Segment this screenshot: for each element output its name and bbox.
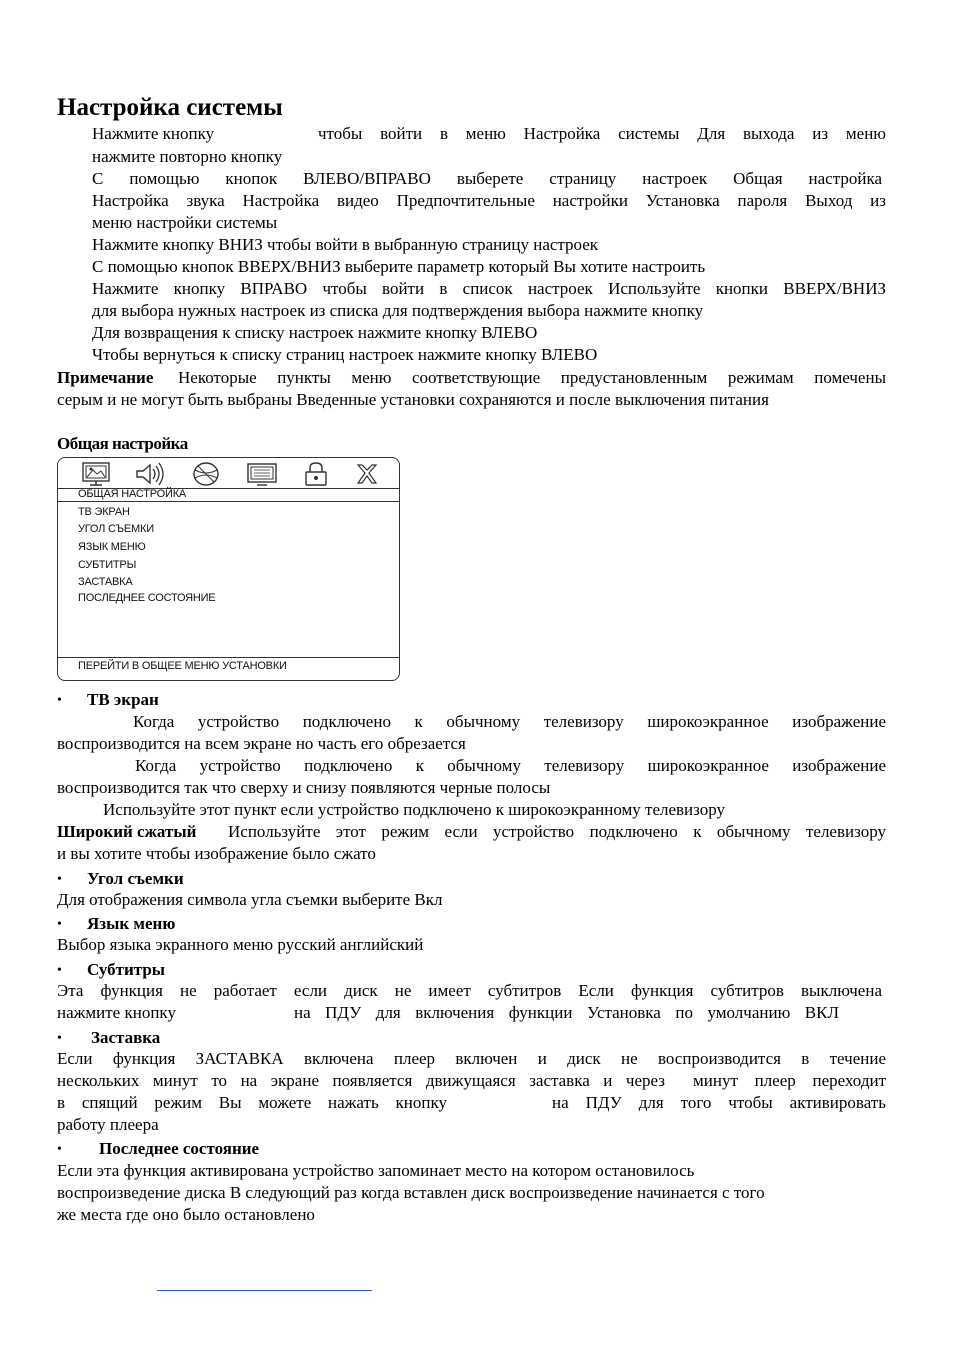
tv-p4-line-1: Используйте этот режим если устройство подключено к обычному телевизору <box>228 822 886 841</box>
intro-line-11: Чтобы вернуться к списку страниц настроек нажмите кнопку ВЛЕВО <box>92 345 598 364</box>
menu-footer: ПЕРЕЙТИ В ОБЩЕЕ МЕНЮ УСТАНОВКИ <box>78 660 287 672</box>
tv-p4-line-2: и вы хотите чтобы изображение было сжато <box>57 844 376 863</box>
intro-line-1b: чтобы войти в меню Настройка системы Для выхода из меню <box>318 124 886 143</box>
intro-line-4: Настройка звука Настройка видео Предпочтительные настройки Установка пароля Выход из <box>92 191 886 210</box>
tv-p3: Используйте этот пункт если устройство подключено к широкоэкранному телевизору <box>103 800 726 819</box>
tv-p2-line-2: воспроизводится так что сверху и снизу появляются черные полосы <box>57 778 551 797</box>
menu-item-angle: УГОЛ СЪЕМКИ <box>78 523 154 535</box>
subs-line-2b: на ПДУ для включения функции Установка по умолчанию ВКЛ <box>294 1003 839 1022</box>
bullet: • <box>57 963 62 978</box>
bullet: • <box>57 693 62 708</box>
menu-header: ОБЩАЯ НАСТРОЙКА <box>78 488 187 500</box>
general-setup-icon <box>80 461 114 487</box>
tv-squeeze-label: Широкий сжатый <box>57 822 197 841</box>
bullet: • <box>57 1142 62 1157</box>
tv-p1-line-1: Когда устройство подключено к обычному телевизору широкоэкранное изображение <box>133 712 886 731</box>
note-label: Примечание <box>57 368 154 387</box>
intro-line-2: нажмите повторно кнопку <box>92 147 283 166</box>
saver-line-3b: на ПДУ для того чтобы активировать <box>552 1093 886 1112</box>
bullet: • <box>57 1031 62 1046</box>
exit-icon <box>350 461 384 487</box>
tv-p1-line-2: воспроизводится на всем экране но часть его обрезается <box>57 734 466 753</box>
saver-line-2a: нескольких минут то на экране появляется движущаяся заставка и через <box>57 1071 665 1090</box>
last-line-1: Если эта функция активирована устройство запоминает место на котором остановилось <box>57 1161 695 1180</box>
intro-line-8: Нажмите кнопку ВПРАВО чтобы войти в список настроек Используйте кнопки ВВЕРХ/ВНИЗ <box>92 279 886 298</box>
menu-icon-bar <box>58 458 399 488</box>
intro-line-7: С помощью кнопок ВВЕРХ/ВНИЗ выберите параметр который Вы хотите настроить <box>92 257 706 276</box>
saver-line-1: Если функция ЗАСТАВКА включена плеер включен и диск не воспроизводится в течение <box>57 1049 886 1068</box>
intro-line-10: Для возвращения к списку настроек нажмите кнопку ВЛЕВО <box>92 323 538 342</box>
angle-text: Для отображения символа угла съемки выберите Вкл <box>57 890 443 909</box>
tv-p2-line-1: Когда устройство подключено к обычному телевизору широкоэкранное изображение <box>135 756 886 775</box>
bullet: • <box>57 917 62 932</box>
saver-line-4: работу плеера <box>57 1115 159 1134</box>
saver-line-2b: минут плеер переходит <box>693 1071 886 1090</box>
last-line-3: же места где оно было остановлено <box>57 1205 315 1224</box>
saver-heading: Заставка <box>91 1028 161 1047</box>
intro-line-1a: Нажмите кнопку <box>92 124 215 143</box>
intro-line-3: С помощью кнопок ВЛЕВО/ВПРАВО выберете страницу настроек Общая настройка <box>92 169 882 188</box>
general-setup-menu-screenshot <box>57 457 400 681</box>
angle-heading: Угол съемки <box>87 869 184 888</box>
last-heading: Последнее состояние <box>99 1139 260 1158</box>
lang-text: Выбор языка экранного меню русский английский <box>57 935 424 954</box>
tv-heading: ТВ экран <box>87 690 159 709</box>
menu-item-last-state: ПОСЛЕДНЕЕ СОСТОЯНИЕ <box>78 592 216 604</box>
subs-line-1: Эта функция не работает если диск не имеет субтитров Если функция субтитров выключена <box>57 981 882 1000</box>
password-lock-icon <box>299 461 333 487</box>
subs-heading: Субтитры <box>87 960 166 979</box>
footer-link-underline[interactable] <box>157 1290 372 1291</box>
preference-icon <box>245 461 279 487</box>
note-line-1: Некоторые пункты меню соответствующие предустановленным режимам помечены <box>178 368 886 387</box>
page-title: Настройка системы <box>57 94 283 121</box>
section-title: Общая настройка <box>57 434 188 453</box>
menu-divider-footer <box>58 657 399 658</box>
audio-setup-icon <box>133 461 167 487</box>
menu-item-menu-language: ЯЗЫК МЕНЮ <box>78 541 146 553</box>
lang-heading: Язык меню <box>87 914 176 933</box>
menu-item-subtitles: СУБТИТРЫ <box>78 559 137 571</box>
saver-line-3a: в спящий режим Вы можете нажать кнопку <box>57 1093 447 1112</box>
menu-item-tv-screen: ТВ ЭКРАН <box>78 506 130 518</box>
intro-line-9: для выбора нужных настроек из списка для подтверждения выбора нажмите кнопку <box>92 301 704 320</box>
subs-line-2a: нажмите кнопку <box>57 1003 176 1022</box>
intro-line-5: меню настройки системы <box>92 213 278 232</box>
last-line-2: воспроизведение диска В следующий раз когда вставлен диск воспроизведение начинается с того <box>57 1183 765 1202</box>
video-setup-icon <box>189 461 223 487</box>
bullet: • <box>57 872 62 887</box>
note-line-2: серым и не могут быть выбраны Введенные установки сохраняются и после выключения питания <box>57 390 769 409</box>
menu-item-screensaver: ЗАСТАВКА <box>78 576 133 588</box>
menu-divider-header <box>58 501 399 502</box>
intro-line-6: Нажмите кнопку ВНИЗ чтобы войти в выбранную страницу настроек <box>92 235 599 254</box>
